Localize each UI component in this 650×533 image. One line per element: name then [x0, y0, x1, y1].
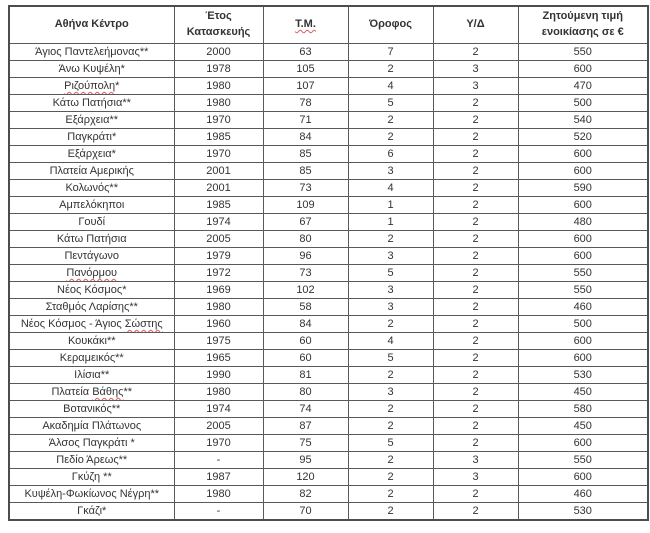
column-header-area [9, 6, 174, 44]
area-text: Εξάρχεια** [65, 114, 119, 126]
table-row [9, 282, 648, 299]
area-text: Νέος Κόσμος - Άγιος [20, 318, 125, 330]
sqm-cell: 73 [263, 180, 348, 197]
table-body [9, 44, 648, 521]
rent-cell: 600 [518, 231, 648, 248]
floor-cell: 5 [348, 265, 433, 282]
table-row [9, 469, 648, 486]
rent-cell: 550 [518, 44, 648, 61]
bedrooms-cell: 2 [433, 384, 518, 401]
year-cell: 1980 [174, 78, 263, 95]
bedrooms-cell: 2 [433, 333, 518, 350]
area-text: Κουκάκι** [67, 335, 116, 347]
area-text: Κάτω Πατήσια** [52, 97, 131, 109]
area-cell [9, 486, 174, 503]
year-cell: 2001 [174, 180, 263, 197]
column-header-sqm [263, 6, 348, 44]
floor-cell: 3 [348, 384, 433, 401]
area-cell [9, 282, 174, 299]
sqm-cell: 75 [263, 435, 348, 452]
table-row [9, 146, 648, 163]
area-cell [9, 214, 174, 231]
bedrooms-cell: 2 [433, 316, 518, 333]
sqm-cell: 84 [263, 129, 348, 146]
year-cell: 1990 [174, 367, 263, 384]
table-header [9, 6, 648, 44]
sqm-cell: 80 [263, 384, 348, 401]
rent-cell: 480 [518, 214, 648, 231]
rent-cell: 450 [518, 418, 648, 435]
floor-cell: 5 [348, 350, 433, 367]
table-row [9, 214, 648, 231]
table-row [9, 197, 648, 214]
rent-cell: 600 [518, 435, 648, 452]
area-text: Ακαδημία Πλάτωνος [42, 420, 142, 432]
area-cell [9, 78, 174, 95]
sqm-cell: 109 [263, 197, 348, 214]
floor-cell: 4 [348, 78, 433, 95]
year-cell: 1980 [174, 384, 263, 401]
floor-cell: 3 [348, 282, 433, 299]
sqm-cell: 78 [263, 95, 348, 112]
column-header-label: Έτος Κατασκευής [186, 10, 251, 38]
rent-cell: 530 [518, 503, 648, 521]
area-cell [9, 401, 174, 418]
column-header-bedrooms [433, 6, 518, 44]
sqm-cell: 70 [263, 503, 348, 521]
rent-cell: 580 [518, 401, 648, 418]
rent-cell: 600 [518, 163, 648, 180]
table-row [9, 486, 648, 503]
rent-cell: 550 [518, 452, 648, 469]
area-text-misspelled: Σώστης [124, 318, 163, 330]
year-cell: 1985 [174, 197, 263, 214]
sqm-cell: 105 [263, 61, 348, 78]
area-text: Βοτανικός** [63, 403, 121, 415]
sqm-cell: 87 [263, 418, 348, 435]
year-cell: 1970 [174, 112, 263, 129]
table-row [9, 112, 648, 129]
sqm-cell: 63 [263, 44, 348, 61]
bedrooms-cell: 2 [433, 129, 518, 146]
year-cell: 1980 [174, 299, 263, 316]
floor-cell: 2 [348, 486, 433, 503]
year-cell: - [174, 503, 263, 521]
sqm-cell: 81 [263, 367, 348, 384]
area-text: Πλατεία Αμερικής [49, 165, 134, 177]
rent-cell: 590 [518, 180, 648, 197]
sqm-cell: 120 [263, 469, 348, 486]
rent-cell: 520 [518, 129, 648, 146]
area-cell [9, 197, 174, 214]
area-text: Σταθμός Λαρίσης** [45, 301, 138, 313]
sqm-cell: 102 [263, 282, 348, 299]
area-text: Εξάρχεια* [67, 148, 116, 160]
bedrooms-cell: 2 [433, 180, 518, 197]
area-text: Γουδί [78, 216, 106, 228]
rent-cell: 530 [518, 367, 648, 384]
bedrooms-cell: 2 [433, 418, 518, 435]
bedrooms-cell: 2 [433, 282, 518, 299]
bedrooms-cell: 2 [433, 95, 518, 112]
sqm-cell: 107 [263, 78, 348, 95]
floor-cell: 4 [348, 180, 433, 197]
bedrooms-cell: 3 [433, 452, 518, 469]
floor-cell: 3 [348, 248, 433, 265]
year-cell: 1978 [174, 61, 263, 78]
column-header-year [174, 6, 263, 44]
area-cell [9, 384, 174, 401]
year-cell: - [174, 452, 263, 469]
column-header-label: Αθήνα Κέντρο [54, 18, 129, 31]
rent-cell: 550 [518, 265, 648, 282]
year-cell: 1987 [174, 469, 263, 486]
area-text: Άγιος Παντελεήμονας** [35, 46, 149, 58]
area-text: Παγκράτι* [67, 131, 117, 143]
area-cell [9, 248, 174, 265]
area-text: Άλσος Παγκράτι * [48, 437, 135, 449]
sqm-cell: 85 [263, 163, 348, 180]
column-header-label-misspelled: Τ.Μ. [295, 18, 316, 31]
bedrooms-cell: 2 [433, 231, 518, 248]
bedrooms-cell: 2 [433, 44, 518, 61]
rent-cell: 600 [518, 197, 648, 214]
rent-cell: 460 [518, 486, 648, 503]
area-text-misspelled: Πανόρμου [66, 267, 118, 279]
floor-cell: 5 [348, 95, 433, 112]
sqm-cell: 96 [263, 248, 348, 265]
floor-cell: 2 [348, 316, 433, 333]
area-text: Αμπελόκηποι [59, 199, 125, 211]
rent-cell: 600 [518, 61, 648, 78]
table-row [9, 61, 648, 78]
sqm-cell: 95 [263, 452, 348, 469]
bedrooms-cell: 2 [433, 503, 518, 521]
bedrooms-cell: 2 [433, 350, 518, 367]
bedrooms-cell: 2 [433, 486, 518, 503]
rent-cell: 600 [518, 350, 648, 367]
rent-cell: 600 [518, 469, 648, 486]
table-row [9, 333, 648, 350]
year-cell: 1969 [174, 282, 263, 299]
column-header-floor [348, 6, 433, 44]
sqm-cell: 60 [263, 333, 348, 350]
floor-cell: 2 [348, 503, 433, 521]
floor-cell: 3 [348, 163, 433, 180]
bedrooms-cell: 2 [433, 401, 518, 418]
bedrooms-cell: 3 [433, 469, 518, 486]
year-cell: 1975 [174, 333, 263, 350]
sqm-cell: 82 [263, 486, 348, 503]
year-cell: 2001 [174, 163, 263, 180]
year-cell: 1972 [174, 265, 263, 282]
area-cell [9, 265, 174, 282]
floor-cell: 1 [348, 214, 433, 231]
area-cell [9, 95, 174, 112]
area-text: * [115, 80, 120, 92]
table-row [9, 316, 648, 333]
rent-cell: 500 [518, 95, 648, 112]
year-cell: 1970 [174, 435, 263, 452]
header-row [9, 6, 648, 44]
area-text: Κεραμεικός** [59, 352, 124, 364]
year-cell: 2005 [174, 418, 263, 435]
bedrooms-cell: 2 [433, 197, 518, 214]
area-cell [9, 129, 174, 146]
rent-cell: 600 [518, 333, 648, 350]
bedrooms-cell: 3 [433, 61, 518, 78]
floor-cell: 1 [348, 197, 433, 214]
area-text-misspelled: Βάθης [92, 386, 124, 398]
table-row [9, 78, 648, 95]
rent-cell: 600 [518, 146, 648, 163]
sqm-cell: 73 [263, 265, 348, 282]
column-header-label: Ζητούμενη τιμή ενοικίασης σε € [541, 10, 624, 38]
table-row [9, 418, 648, 435]
bedrooms-cell: 2 [433, 299, 518, 316]
table-row [9, 231, 648, 248]
sqm-cell: 84 [263, 316, 348, 333]
sqm-cell: 60 [263, 350, 348, 367]
rent-cell: 600 [518, 248, 648, 265]
rent-cell: 450 [518, 384, 648, 401]
area-text: Νέος Κόσμος* [57, 284, 127, 296]
area-cell [9, 503, 174, 521]
area-text: Γκύζη ** [71, 471, 112, 483]
table-row [9, 350, 648, 367]
floor-cell: 2 [348, 231, 433, 248]
area-cell [9, 350, 174, 367]
bedrooms-cell: 3 [433, 78, 518, 95]
year-cell: 1980 [174, 486, 263, 503]
area-text: ** [123, 386, 133, 398]
table-row [9, 180, 648, 197]
table-row [9, 452, 648, 469]
area-cell [9, 469, 174, 486]
year-cell: 1985 [174, 129, 263, 146]
floor-cell: 2 [348, 401, 433, 418]
athens-rent-table [8, 5, 649, 521]
floor-cell: 2 [348, 469, 433, 486]
floor-cell: 2 [348, 418, 433, 435]
sqm-cell: 74 [263, 401, 348, 418]
area-cell [9, 452, 174, 469]
table-row [9, 265, 648, 282]
year-cell: 2005 [174, 231, 263, 248]
table-row [9, 248, 648, 265]
area-cell [9, 231, 174, 248]
floor-cell: 2 [348, 112, 433, 129]
sqm-cell: 71 [263, 112, 348, 129]
rent-cell: 470 [518, 78, 648, 95]
table-row [9, 401, 648, 418]
bedrooms-cell: 2 [433, 367, 518, 384]
year-cell: 1974 [174, 401, 263, 418]
area-cell [9, 367, 174, 384]
bedrooms-cell: 2 [433, 265, 518, 282]
table-row [9, 384, 648, 401]
table-row [9, 435, 648, 452]
table-row [9, 503, 648, 521]
floor-cell: 4 [348, 333, 433, 350]
column-header-rent [518, 6, 648, 44]
area-text: Πεδίο Άρεως** [56, 454, 128, 466]
area-cell [9, 44, 174, 61]
floor-cell: 5 [348, 435, 433, 452]
area-cell [9, 163, 174, 180]
area-text: Κολωνός** [65, 182, 118, 194]
table-row [9, 299, 648, 316]
sqm-cell: 80 [263, 231, 348, 248]
area-cell [9, 180, 174, 197]
rent-cell: 460 [518, 299, 648, 316]
floor-cell: 2 [348, 129, 433, 146]
floor-cell: 2 [348, 61, 433, 78]
table-row [9, 367, 648, 384]
bedrooms-cell: 2 [433, 112, 518, 129]
area-text-misspelled: Ριζούπολη [64, 80, 116, 92]
year-cell: 1960 [174, 316, 263, 333]
area-text: Πλατεία [51, 386, 93, 398]
area-cell [9, 418, 174, 435]
floor-cell: 2 [348, 452, 433, 469]
rent-cell: 550 [518, 282, 648, 299]
rent-cell: 500 [518, 316, 648, 333]
year-cell: 1974 [174, 214, 263, 231]
area-text: Γκάζι* [77, 505, 107, 517]
floor-cell: 7 [348, 44, 433, 61]
area-cell [9, 316, 174, 333]
bedrooms-cell: 2 [433, 214, 518, 231]
rent-cell: 540 [518, 112, 648, 129]
area-text: Πεντάγωνο [64, 250, 120, 262]
area-cell [9, 61, 174, 78]
area-cell [9, 435, 174, 452]
bedrooms-cell: 2 [433, 248, 518, 265]
area-text: Ιλίσια** [74, 369, 110, 381]
column-header-label: Όροφος [369, 18, 412, 31]
year-cell: 1965 [174, 350, 263, 367]
table-row [9, 95, 648, 112]
table-row [9, 129, 648, 146]
year-cell: 2000 [174, 44, 263, 61]
sqm-cell: 85 [263, 146, 348, 163]
column-header-label: Υ/Δ [466, 18, 485, 31]
floor-cell: 2 [348, 367, 433, 384]
year-cell: 1979 [174, 248, 263, 265]
bedrooms-cell: 2 [433, 435, 518, 452]
sqm-cell: 58 [263, 299, 348, 316]
table-row [9, 44, 648, 61]
area-cell [9, 112, 174, 129]
area-text: Κάτω Πατήσια [56, 233, 127, 245]
floor-cell: 3 [348, 299, 433, 316]
bedrooms-cell: 2 [433, 163, 518, 180]
sqm-cell: 67 [263, 214, 348, 231]
area-text: Κυψέλη-Φωκίωνος Νέγρη** [24, 488, 160, 500]
area-cell [9, 146, 174, 163]
area-text: Άνω Κυψέλη* [58, 63, 125, 75]
bedrooms-cell: 2 [433, 146, 518, 163]
year-cell: 1970 [174, 146, 263, 163]
floor-cell: 6 [348, 146, 433, 163]
year-cell: 1980 [174, 95, 263, 112]
table-row [9, 163, 648, 180]
area-cell [9, 333, 174, 350]
area-cell [9, 299, 174, 316]
